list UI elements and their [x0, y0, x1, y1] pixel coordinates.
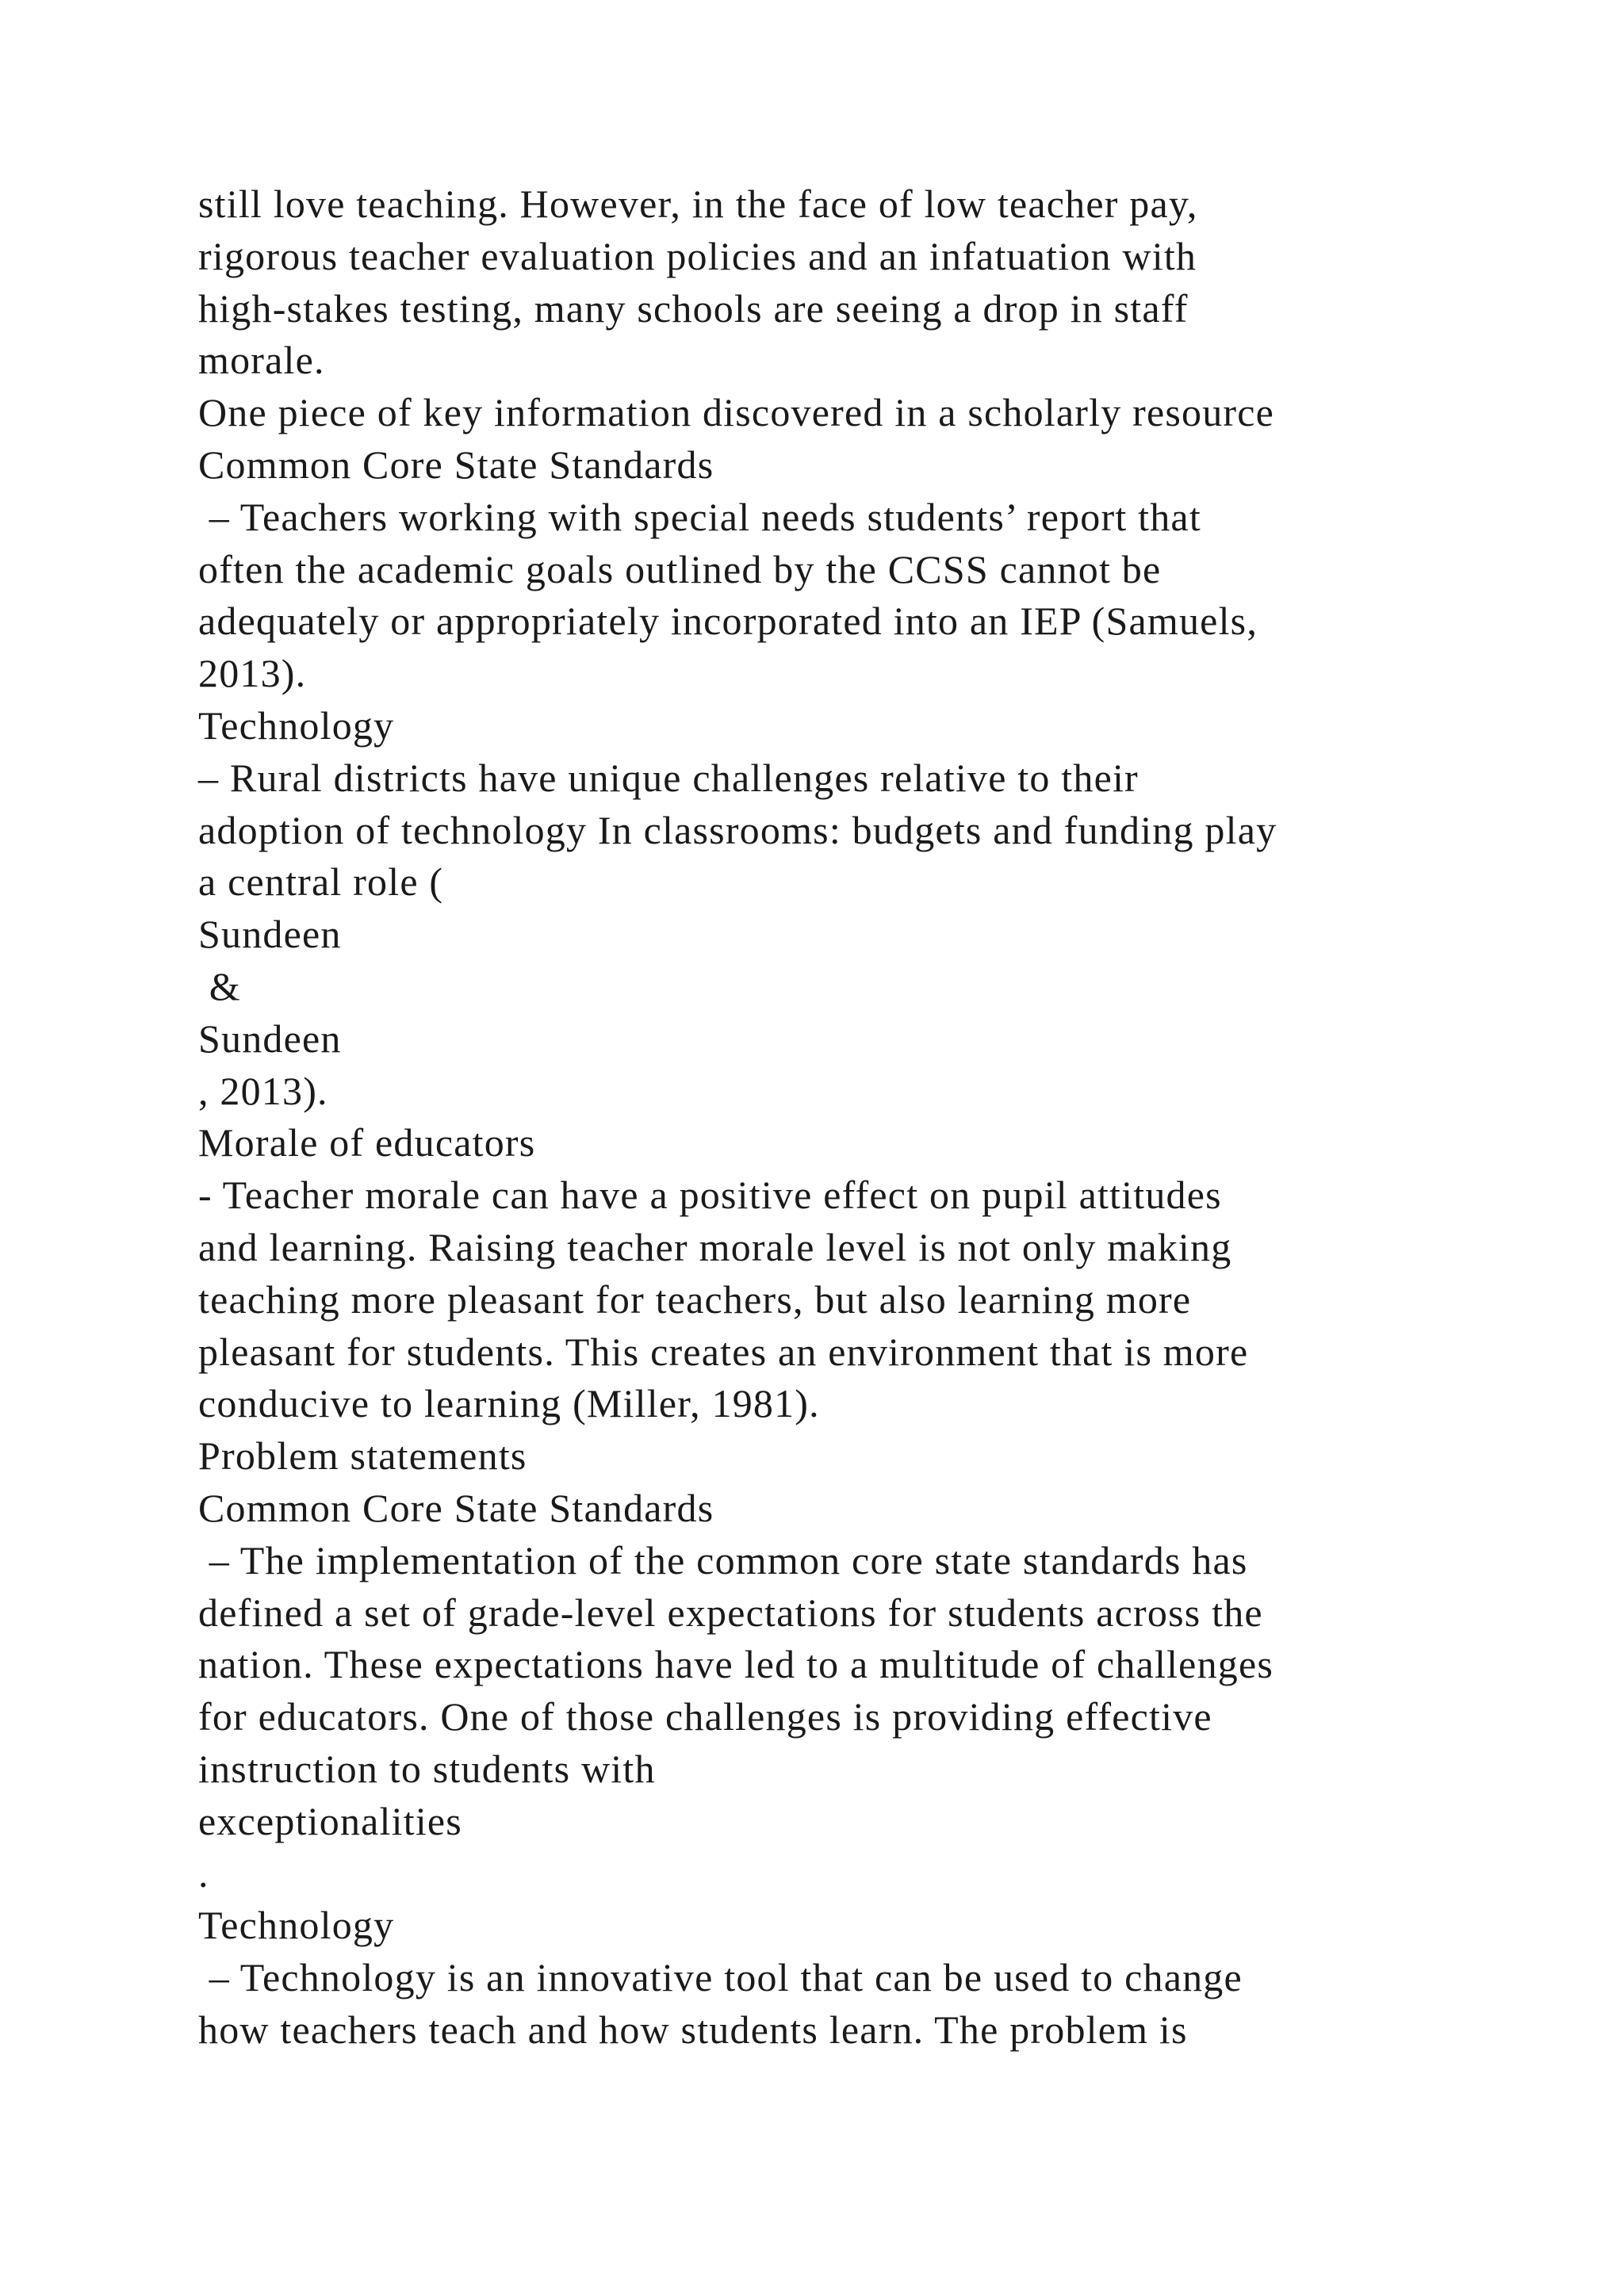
- text-line: , 2013).: [198, 1068, 328, 1113]
- text-line: exceptionalities: [198, 1798, 462, 1843]
- section-heading: Technology: [198, 702, 395, 748]
- section-heading: Common Core State Standards: [198, 1485, 714, 1530]
- text-line: – The implementation of the common core state standards has: [198, 1537, 1248, 1582]
- text-line: One piece of key information discovered in a scholarly resource: [198, 390, 1275, 435]
- text-line: adequately or appropriately incorporated into an IEP (Samuels,: [198, 599, 1258, 644]
- text-line: &: [198, 963, 241, 1008]
- text-line: Sundeen: [198, 1016, 342, 1061]
- text-line: for educators. One of those challenges is providing effective: [198, 1694, 1212, 1739]
- text-line: - Teacher morale can have a positive effect on pupil attitudes: [198, 1173, 1222, 1218]
- text-line: pleasant for students. This creates an environment that is more: [198, 1329, 1249, 1374]
- text-line: often the academic goals outlined by the CCSS cannot be: [198, 546, 1162, 591]
- section-heading: Problem statements: [198, 1433, 527, 1479]
- text-line: still love teaching. However, in the face of low teacher pay,: [198, 182, 1198, 226]
- text-line: .: [198, 1850, 209, 1896]
- text-line: a central role (: [198, 859, 444, 905]
- text-line: how teachers teach and how students learn. The problem is: [198, 2007, 1188, 2052]
- text-line: 2013).: [198, 651, 307, 696]
- text-line: defined a set of grade-level expectations for students across the: [198, 1590, 1263, 1635]
- text-line: conducive to learning (Miller, 1981).: [198, 1381, 820, 1426]
- section-heading: Technology: [198, 1903, 395, 1948]
- text-line: Sundeen: [198, 912, 342, 957]
- section-heading: Morale of educators: [198, 1120, 536, 1165]
- text-line: rigorous teacher evaluation policies and an infatuation with: [198, 233, 1197, 278]
- text-line: teaching more pleasant for teachers, but also learning more: [198, 1276, 1192, 1322]
- text-line: – Teachers working with special needs students’ report that: [198, 494, 1201, 539]
- text-line: nation. These expectations have led to a multitude of challenges: [198, 1642, 1274, 1687]
- text-line: morale.: [198, 338, 325, 383]
- text-line: instruction to students with: [198, 1746, 656, 1791]
- text-line: – Rural districts have unique challenges relative to their: [198, 755, 1139, 800]
- text-line: adoption of technology In classrooms: budgets and funding play: [198, 807, 1277, 852]
- section-heading: Common Core State Standards: [198, 442, 714, 487]
- text-line: and learning. Raising teacher morale level is not only making: [198, 1224, 1232, 1269]
- document-body: [198, 178, 1546, 2057]
- text-line: high-stakes testing, many schools are seeing a drop in staff: [198, 285, 1189, 331]
- text-line: – Technology is an innovative tool that can be used to change: [198, 1955, 1243, 2000]
